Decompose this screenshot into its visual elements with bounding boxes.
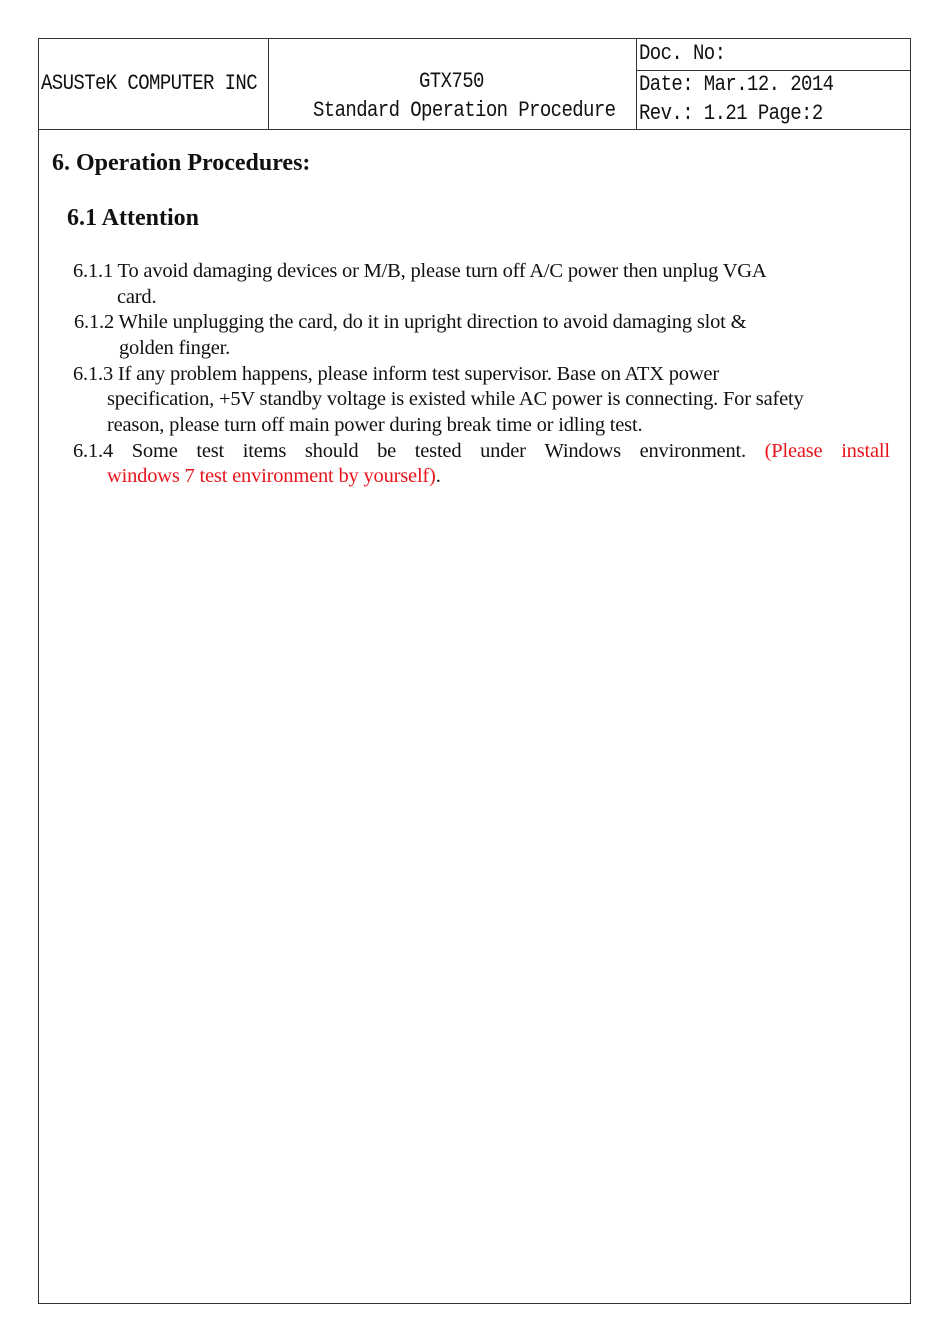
subsection-title: 6.1 Attention — [67, 205, 199, 231]
item-6-1-2-line1: 6.1.2 While unplugging the card, do it in upright direction to avoid damaging slot & — [74, 311, 747, 333]
item-6-1-3-line3: reason, please turn off main power during break time or idling test. — [107, 414, 643, 436]
word: Windows — [544, 440, 621, 462]
item-6-1-3-line1: 6.1.3 If any problem happens, please inform test supervisor. Base on ATX power — [73, 363, 719, 385]
period: . — [435, 465, 441, 487]
item-6-1-1-line1: 6.1.1 To avoid damaging devices or M/B, please turn off A/C power then unplug VGA — [73, 260, 767, 282]
word: tested — [414, 440, 462, 462]
highlight-text: windows 7 test environment by yourself) — [107, 465, 436, 487]
header-info-cell — [637, 38, 911, 129]
word: Some — [131, 440, 178, 462]
doc-number: Doc. No: — [639, 40, 726, 66]
word: should — [304, 440, 359, 462]
section-title: 6. Operation Procedures: — [52, 150, 311, 176]
document-header — [38, 38, 911, 130]
item-6-1-3-line2: specification, +5V standby voltage is existed while AC power is connecting. For safety — [107, 388, 804, 410]
doc-date: Date: Mar.12. 2014 — [639, 71, 834, 97]
word: test — [196, 440, 225, 462]
item-6-1-1-line2: card. — [117, 286, 157, 308]
product-name: GTX750 — [419, 68, 484, 94]
item-6-1-4-line2 — [107, 465, 441, 488]
header-title-cell — [269, 38, 637, 129]
word: under — [480, 440, 526, 462]
item-6-1-2-line2: golden finger. — [119, 337, 231, 359]
word: environment. — [639, 440, 746, 462]
item-6-1-4-line1 — [73, 440, 890, 463]
word: be — [377, 440, 397, 462]
word: items — [242, 440, 287, 462]
rev-page: Rev.: 1.21 Page:2 — [639, 100, 823, 126]
highlight-word: (Please — [764, 440, 823, 462]
company-name: ASUSTeK COMPUTER INC — [41, 70, 258, 96]
document-type: Standard Operation Procedure — [313, 97, 616, 123]
word: 6.1.4 — [73, 440, 114, 462]
highlight-word: install — [841, 440, 890, 462]
header-company-cell — [38, 38, 269, 129]
